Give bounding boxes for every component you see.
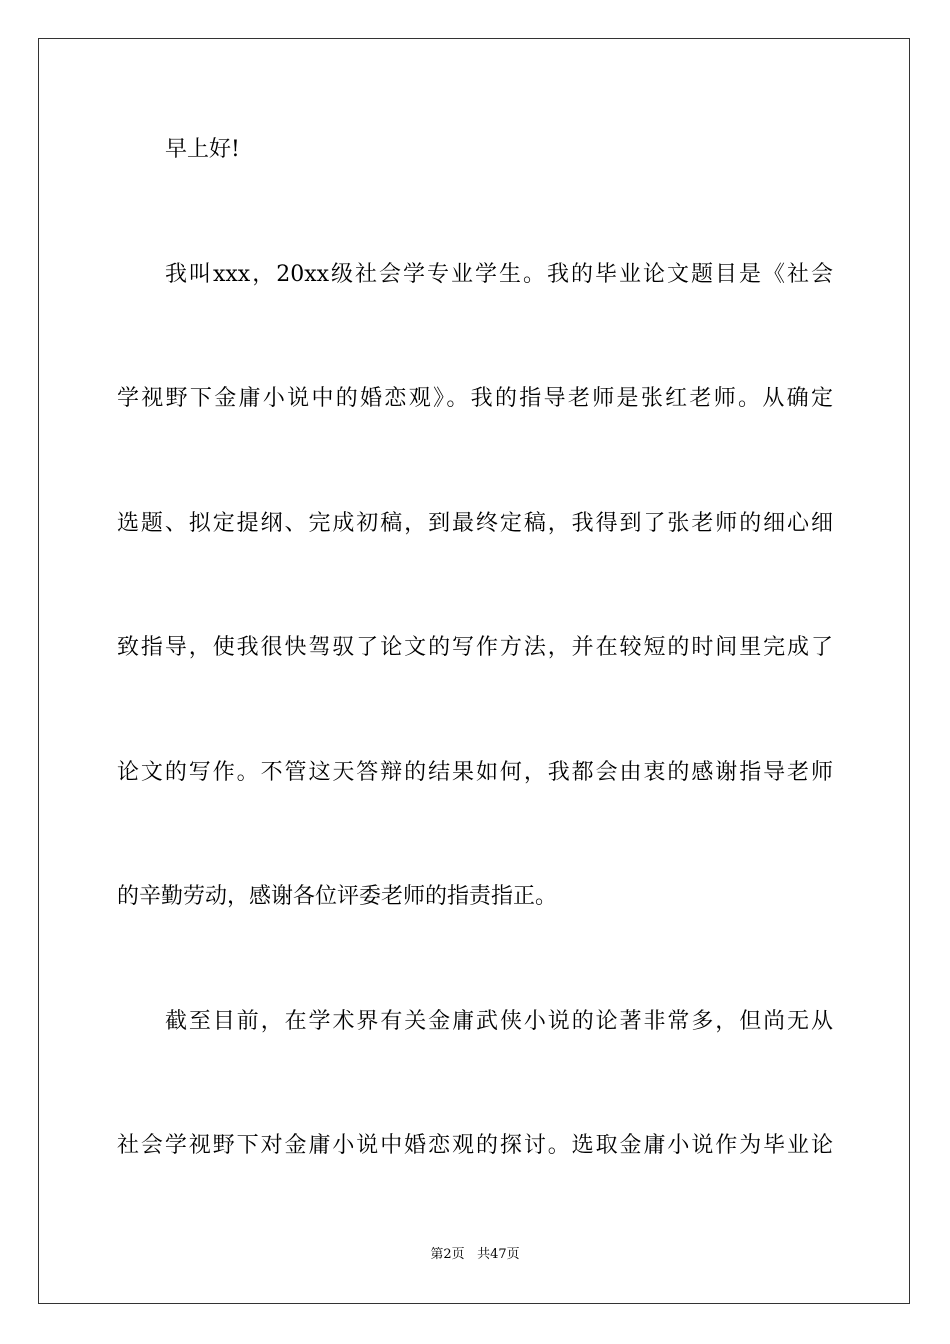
paragraph-2-line-2: 社会学视野下对金庸小说中婚恋观的探讨。选取金庸小说作为毕业论 [117, 1133, 833, 1158]
paragraph-1-line-5: 论文的写作。不管这天答辩的结果如何，我都会由衷的感谢指导老师 [117, 760, 833, 785]
paragraph-1-line-4: 致指导，使我很快驾驭了论文的写作方法，并在较短的时间里完成了 [117, 635, 833, 660]
page-border [38, 38, 910, 1304]
page-footer [0, 1246, 950, 1264]
paragraph-1-line-3: 选题、拟定提纲、完成初稿，到最终定稿，我得到了张老师的细心细 [117, 511, 833, 536]
greeting-line: 早上好! [165, 137, 240, 162]
paragraph-1-line-1: 我叫xxx，20xx级社会学专业学生。我的毕业论文题目是《社会 [165, 262, 833, 287]
page-number: 第2页 [430, 1247, 465, 1262]
paragraph-1-line-2: 学视野下金庸小说中的婚恋观》。我的指导老师是张红老师。从确定 [117, 386, 833, 411]
paragraph-1-line-6: 的辛勤劳动，感谢各位评委老师的指责指正。 [117, 884, 558, 909]
page-total: 共47页 [477, 1247, 520, 1262]
paragraph-2-line-1: 截至目前，在学术界有关金庸武侠小说的论著非常多，但尚无从 [165, 1009, 833, 1034]
